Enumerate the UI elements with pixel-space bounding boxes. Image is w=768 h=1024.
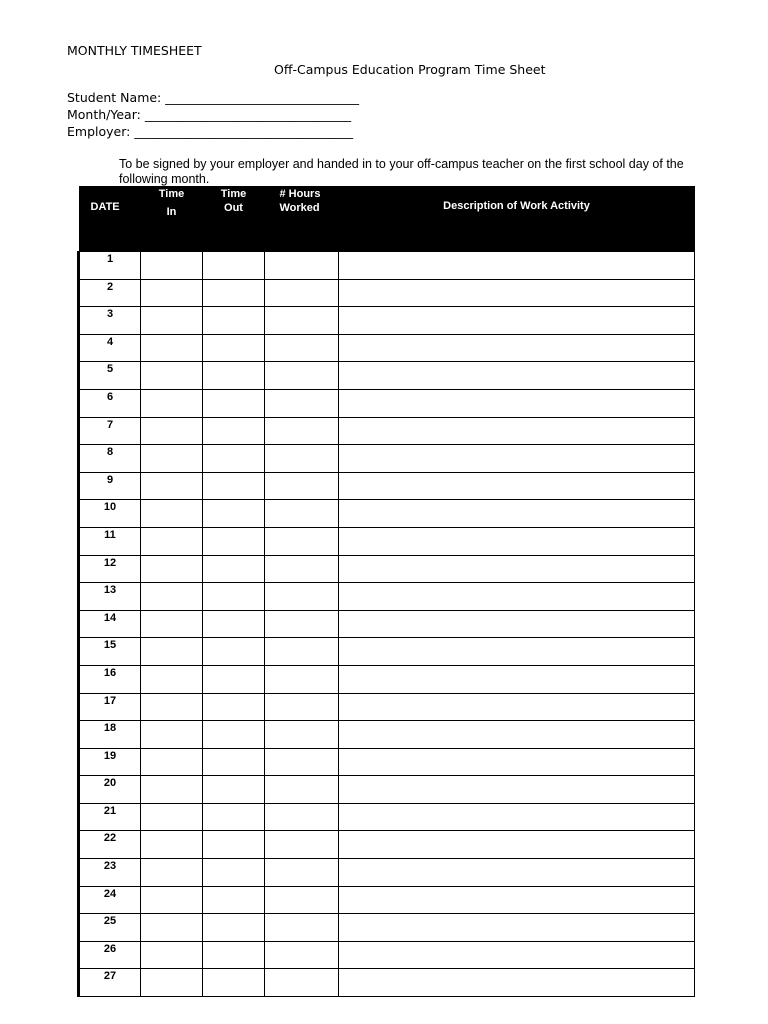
time-out-cell[interactable] [203, 555, 265, 583]
date-cell: 8 [79, 445, 141, 473]
table-row [79, 252, 695, 280]
timesheet-table [77, 186, 695, 997]
hours-worked-cell[interactable] [265, 721, 339, 749]
time-out-cell[interactable] [203, 831, 265, 859]
hours-worked-cell[interactable] [265, 389, 339, 417]
time-in-cell[interactable] [141, 886, 203, 914]
table-row [79, 445, 695, 473]
time-in-cell[interactable] [141, 969, 203, 997]
time-out-cell[interactable] [203, 941, 265, 969]
hours-worked-cell[interactable] [265, 914, 339, 942]
description-cell[interactable] [339, 748, 695, 776]
time-in-cell[interactable] [141, 527, 203, 555]
header-time-in-line1: Time [158, 188, 185, 200]
table-row [79, 776, 695, 804]
table-row [79, 969, 695, 997]
date-cell: 22 [79, 831, 141, 859]
instructions-text: To be signed by your employer and handed in to your off-campus teacher on the first school day of the following month. [119, 157, 684, 186]
date-cell: 6 [79, 389, 141, 417]
hours-worked-cell[interactable] [265, 279, 339, 307]
time-in-cell[interactable] [141, 859, 203, 887]
document-title: MONTHLY TIMESHEET [67, 43, 202, 58]
table-row [79, 941, 695, 969]
time-out-cell[interactable] [203, 417, 265, 445]
date-cell: 3 [79, 307, 141, 335]
student-name-field: Student Name: _______________________________ [67, 90, 359, 105]
time-out-cell[interactable] [203, 334, 265, 362]
hours-worked-cell[interactable] [265, 445, 339, 473]
date-cell: 14 [79, 610, 141, 638]
time-in-cell[interactable] [141, 307, 203, 335]
header-date [79, 186, 141, 252]
time-out-cell[interactable] [203, 721, 265, 749]
hours-worked-cell[interactable] [265, 748, 339, 776]
time-out-cell[interactable] [203, 969, 265, 997]
time-in-cell[interactable] [141, 389, 203, 417]
table-row [79, 803, 695, 831]
time-in-cell[interactable] [141, 583, 203, 611]
date-cell: 16 [79, 665, 141, 693]
date-cell: 2 [79, 279, 141, 307]
table-row [79, 859, 695, 887]
time-out-cell[interactable] [203, 665, 265, 693]
hours-worked-cell[interactable] [265, 941, 339, 969]
time-in-cell[interactable] [141, 610, 203, 638]
header-time-out [203, 186, 265, 252]
description-cell[interactable] [339, 776, 695, 804]
header-date-label: DATE [90, 201, 120, 213]
time-in-cell[interactable] [141, 555, 203, 583]
hours-worked-cell[interactable] [265, 583, 339, 611]
date-cell: 20 [79, 776, 141, 804]
time-in-cell[interactable] [141, 914, 203, 942]
description-cell[interactable] [339, 969, 695, 997]
hours-worked-cell[interactable] [265, 252, 339, 280]
time-out-cell[interactable] [203, 252, 265, 280]
description-cell[interactable] [339, 500, 695, 528]
time-out-cell[interactable] [203, 583, 265, 611]
header-description-label: Description of Work Activity [443, 200, 590, 212]
date-cell: 26 [79, 941, 141, 969]
time-out-cell[interactable] [203, 279, 265, 307]
description-cell[interactable] [339, 693, 695, 721]
description-cell[interactable] [339, 555, 695, 583]
description-cell[interactable] [339, 941, 695, 969]
time-in-cell[interactable] [141, 721, 203, 749]
time-out-cell[interactable] [203, 859, 265, 887]
table-row [79, 417, 695, 445]
description-cell[interactable] [339, 831, 695, 859]
table-row [79, 914, 695, 942]
time-in-cell[interactable] [141, 693, 203, 721]
hours-worked-cell[interactable] [265, 638, 339, 666]
table-header-row [79, 186, 695, 252]
hours-worked-cell[interactable] [265, 555, 339, 583]
time-in-cell[interactable] [141, 252, 203, 280]
time-out-cell[interactable] [203, 445, 265, 473]
description-cell[interactable] [339, 886, 695, 914]
hours-worked-cell[interactable] [265, 472, 339, 500]
table-row [79, 307, 695, 335]
time-out-cell[interactable] [203, 610, 265, 638]
table-row [79, 334, 695, 362]
time-in-cell[interactable] [141, 941, 203, 969]
time-in-cell[interactable] [141, 638, 203, 666]
description-cell[interactable] [339, 472, 695, 500]
description-cell[interactable] [339, 721, 695, 749]
time-out-cell[interactable] [203, 693, 265, 721]
hours-worked-cell[interactable] [265, 776, 339, 804]
table-row [79, 279, 695, 307]
date-cell: 1 [79, 252, 141, 280]
description-cell[interactable] [339, 389, 695, 417]
time-in-cell[interactable] [141, 500, 203, 528]
description-cell[interactable] [339, 527, 695, 555]
description-cell[interactable] [339, 307, 695, 335]
header-hours-line2: Worked [279, 202, 320, 214]
time-in-cell[interactable] [141, 776, 203, 804]
time-out-cell[interactable] [203, 389, 265, 417]
hours-worked-cell[interactable] [265, 831, 339, 859]
description-cell[interactable] [339, 610, 695, 638]
table-row [79, 500, 695, 528]
header-time-in-line2: In [166, 206, 177, 218]
description-cell[interactable] [339, 279, 695, 307]
time-out-cell[interactable] [203, 776, 265, 804]
table-row [79, 831, 695, 859]
table-row [79, 472, 695, 500]
time-in-cell[interactable] [141, 748, 203, 776]
hours-worked-cell[interactable] [265, 693, 339, 721]
date-cell: 12 [79, 555, 141, 583]
date-cell: 23 [79, 859, 141, 887]
time-out-cell[interactable] [203, 307, 265, 335]
description-cell[interactable] [339, 334, 695, 362]
month-year-field: Month/Year: _________________________________ [67, 107, 352, 122]
hours-worked-cell[interactable] [265, 527, 339, 555]
description-cell[interactable] [339, 665, 695, 693]
table-row [79, 389, 695, 417]
date-cell: 9 [79, 472, 141, 500]
header-description [339, 186, 695, 252]
hours-worked-cell[interactable] [265, 859, 339, 887]
table-row [79, 721, 695, 749]
time-out-cell[interactable] [203, 748, 265, 776]
hours-worked-cell[interactable] [265, 307, 339, 335]
time-in-cell[interactable] [141, 417, 203, 445]
date-cell: 15 [79, 638, 141, 666]
hours-worked-cell[interactable] [265, 417, 339, 445]
time-in-cell[interactable] [141, 445, 203, 473]
date-cell: 11 [79, 527, 141, 555]
date-cell: 13 [79, 583, 141, 611]
date-cell: 4 [79, 334, 141, 362]
date-cell: 10 [79, 500, 141, 528]
time-out-cell[interactable] [203, 472, 265, 500]
header-hours-worked [265, 186, 339, 252]
hours-worked-cell[interactable] [265, 803, 339, 831]
time-out-cell[interactable] [203, 500, 265, 528]
description-cell[interactable] [339, 859, 695, 887]
description-cell[interactable] [339, 583, 695, 611]
description-cell[interactable] [339, 445, 695, 473]
time-out-cell[interactable] [203, 362, 265, 390]
hours-worked-cell[interactable] [265, 886, 339, 914]
description-cell[interactable] [339, 252, 695, 280]
date-cell: 21 [79, 803, 141, 831]
description-cell[interactable] [339, 638, 695, 666]
date-cell: 24 [79, 886, 141, 914]
table-row [79, 638, 695, 666]
table-row [79, 555, 695, 583]
description-cell[interactable] [339, 803, 695, 831]
hours-worked-cell[interactable] [265, 665, 339, 693]
table-row [79, 886, 695, 914]
table-row [79, 748, 695, 776]
time-out-cell[interactable] [203, 527, 265, 555]
description-cell[interactable] [339, 362, 695, 390]
header-hours-line1: # Hours [279, 188, 321, 200]
hours-worked-cell[interactable] [265, 362, 339, 390]
time-in-cell[interactable] [141, 472, 203, 500]
date-cell: 18 [79, 721, 141, 749]
time-in-cell[interactable] [141, 803, 203, 831]
time-in-cell[interactable] [141, 831, 203, 859]
header-time-out-line1: Time [220, 188, 247, 200]
table-row [79, 665, 695, 693]
header-time-out-line2: Out [224, 202, 243, 214]
table-row [79, 583, 695, 611]
table-row [79, 610, 695, 638]
date-cell: 17 [79, 693, 141, 721]
date-cell: 27 [79, 969, 141, 997]
table-row [79, 693, 695, 721]
table-row [79, 362, 695, 390]
time-in-cell[interactable] [141, 665, 203, 693]
hours-worked-cell[interactable] [265, 969, 339, 997]
date-cell: 7 [79, 417, 141, 445]
time-out-cell[interactable] [203, 638, 265, 666]
employer-field: Employer: ___________________________________ [67, 124, 354, 139]
date-cell: 5 [79, 362, 141, 390]
hours-worked-cell[interactable] [265, 334, 339, 362]
document-subtitle: Off-Campus Education Program Time Sheet [274, 62, 546, 77]
time-in-cell[interactable] [141, 362, 203, 390]
time-out-cell[interactable] [203, 803, 265, 831]
description-cell[interactable] [339, 914, 695, 942]
date-cell: 25 [79, 914, 141, 942]
description-cell[interactable] [339, 417, 695, 445]
time-in-cell[interactable] [141, 279, 203, 307]
time-in-cell[interactable] [141, 334, 203, 362]
time-out-cell[interactable] [203, 914, 265, 942]
header-time-in [141, 186, 203, 252]
time-out-cell[interactable] [203, 886, 265, 914]
date-cell: 19 [79, 748, 141, 776]
hours-worked-cell[interactable] [265, 500, 339, 528]
table-row [79, 527, 695, 555]
hours-worked-cell[interactable] [265, 610, 339, 638]
